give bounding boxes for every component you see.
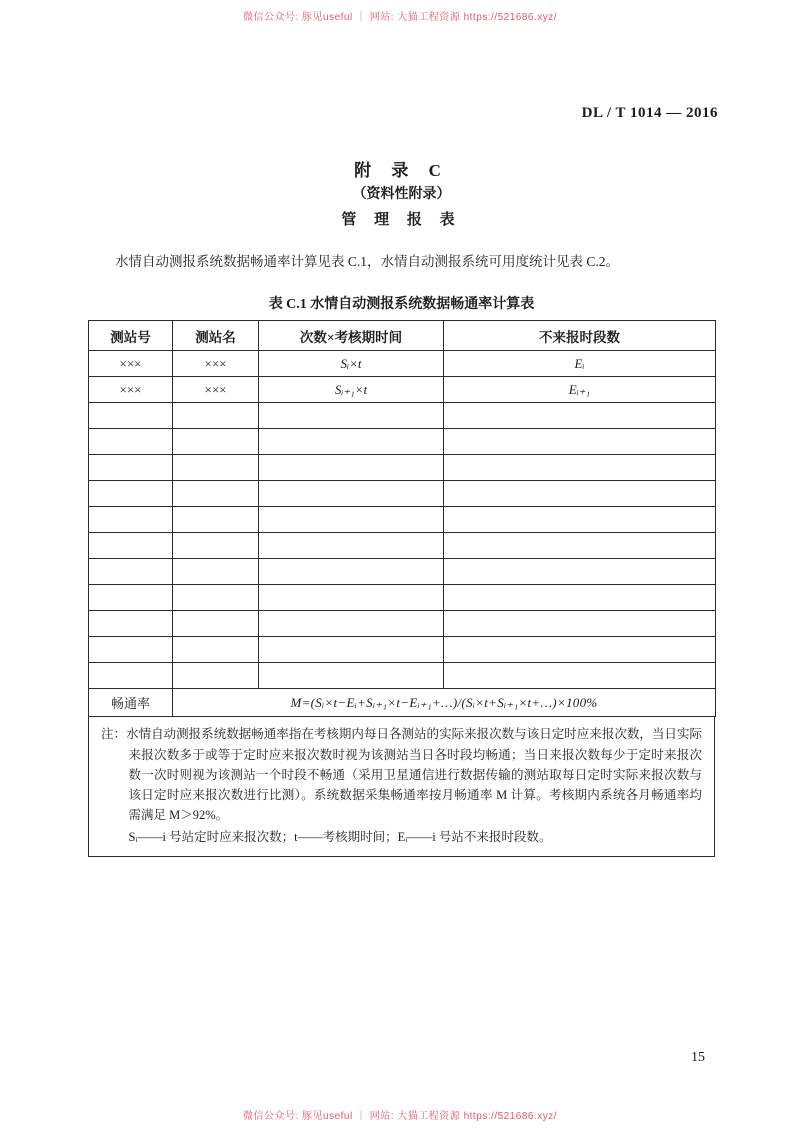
note-text: 水情自动测报系统数据畅通率指在考核期内每日各测站的实际来报次数与该日定时应来报次数，当日实际来报次数多于或等于定时应来报次数时视为该测站当日各时段均畅通；当日来报次数每少于定时来报次数一次时则视为该测站一个时段不畅通（采用卫星通信进行数据传输的测站取每日定时实际来报次数与该日定时应来报次数进行比测）。系统数据采集畅通率按月畅通率 M 计算。考核期内系统各月畅通率均需满足 M＞92%。 xyxy=(126,727,702,823)
col-header-station-name: 测站名 xyxy=(173,321,259,351)
section-heading: 管 理 报 表 xyxy=(341,212,462,228)
watermark-bottom: 微信公众号: 豚见useful ｜ 网站: 大猫工程资源 https://521686.xyz/ xyxy=(242,1111,558,1122)
table-cell xyxy=(173,403,259,429)
table-empty-row xyxy=(89,455,716,481)
table-cell: ××× xyxy=(89,351,173,377)
table-empty-row xyxy=(89,663,716,689)
table-cell xyxy=(444,611,716,637)
table-foot xyxy=(89,689,716,717)
appendix-subtitle: （资料性附录） xyxy=(352,187,451,202)
table-cell xyxy=(259,481,444,507)
table-empty-row xyxy=(89,507,716,533)
table-empty-row xyxy=(89,429,716,455)
table-row xyxy=(89,377,716,403)
table-cell xyxy=(259,455,444,481)
table-cell: Eᵢ xyxy=(444,351,716,377)
table-cell xyxy=(89,429,173,455)
table-cell xyxy=(173,429,259,455)
table-cell xyxy=(89,507,173,533)
table-cell xyxy=(173,455,259,481)
table-cell xyxy=(89,585,173,611)
table-row xyxy=(89,351,716,377)
table-cell xyxy=(89,403,173,429)
table-cell xyxy=(259,403,444,429)
table-cell xyxy=(259,611,444,637)
table-cell xyxy=(259,507,444,533)
table-cell: Eᵢ₊₁ xyxy=(444,377,716,403)
table-cell: ××× xyxy=(89,377,173,403)
table-cell xyxy=(173,507,259,533)
table-cell xyxy=(444,507,716,533)
table-cell xyxy=(89,481,173,507)
table-cell xyxy=(444,663,716,689)
table-cell: ××× xyxy=(173,377,259,403)
table-cell xyxy=(89,533,173,559)
table-head xyxy=(89,321,716,351)
table-empty-row xyxy=(89,481,716,507)
table-cell xyxy=(444,533,716,559)
note-label: 注： xyxy=(101,727,127,742)
table-empty-row xyxy=(89,637,716,663)
table-cell xyxy=(89,637,173,663)
table-empty-row xyxy=(89,559,716,585)
table-cell xyxy=(444,429,716,455)
table-cell xyxy=(259,637,444,663)
table-cell xyxy=(89,559,173,585)
table-cell xyxy=(173,663,259,689)
col-header-count-period: 次数×考核期时间 xyxy=(259,321,444,351)
note-box xyxy=(88,716,715,857)
table-cell xyxy=(89,663,173,689)
table-cell xyxy=(259,429,444,455)
table-cell xyxy=(173,585,259,611)
table-cell xyxy=(259,533,444,559)
table-cell xyxy=(259,585,444,611)
table-cell xyxy=(173,533,259,559)
summary-formula: M=(Sᵢ×t−Eᵢ+Sᵢ₊₁×t−Eᵢ₊₁+…)/(Sᵢ×t+Sᵢ₊₁×t+…)×100% xyxy=(173,689,716,717)
note-symbols: Sᵢ——i 号站定时应来报次数；t——考核期时间；Eᵢ——i 号站不来报时段数。 xyxy=(128,829,552,844)
appendix-title: 附 录 C xyxy=(354,161,449,180)
table-cell xyxy=(259,559,444,585)
data-table xyxy=(88,320,716,717)
col-header-station-number: 测站号 xyxy=(89,321,173,351)
table-cell xyxy=(173,481,259,507)
table-cell xyxy=(444,403,716,429)
table-cell xyxy=(173,611,259,637)
note-body xyxy=(101,724,702,825)
page-number: 15 xyxy=(691,1050,705,1065)
table-cell xyxy=(259,663,444,689)
summary-row xyxy=(89,689,716,717)
table-cell xyxy=(444,585,716,611)
table-cell xyxy=(444,481,716,507)
table-empty-row xyxy=(89,403,716,429)
intro-paragraph: 水情自动测报系统数据畅通率计算见表 C.1，水情自动测报系统可用度统计见表 C.2。 xyxy=(115,254,620,269)
table-cell xyxy=(444,637,716,663)
watermark-top: 微信公众号: 豚见useful ｜ 网站: 大猫工程资源 https://521686.xyz/ xyxy=(242,12,558,23)
doc-number: DL / T 1014 — 2016 xyxy=(581,105,718,121)
header-row xyxy=(89,321,716,351)
summary-label: 畅通率 xyxy=(89,689,173,717)
table-empty-row xyxy=(89,611,716,637)
col-header-missing-reports: 不来报时段数 xyxy=(444,321,716,351)
table-empty-row xyxy=(89,585,716,611)
table-cell xyxy=(173,637,259,663)
table-cell xyxy=(173,559,259,585)
table-cell: Sᵢ₊₁×t xyxy=(259,377,444,403)
table-empty-row xyxy=(89,533,716,559)
table-cell: Sᵢ×t xyxy=(259,351,444,377)
table-cell xyxy=(444,455,716,481)
table-cell: ××× xyxy=(173,351,259,377)
table-cell xyxy=(444,559,716,585)
table-caption: 表 C.1 水情自动测报系统数据畅通率计算表 xyxy=(268,297,535,313)
table-cell xyxy=(89,455,173,481)
table-body xyxy=(89,351,716,689)
table-cell xyxy=(89,611,173,637)
